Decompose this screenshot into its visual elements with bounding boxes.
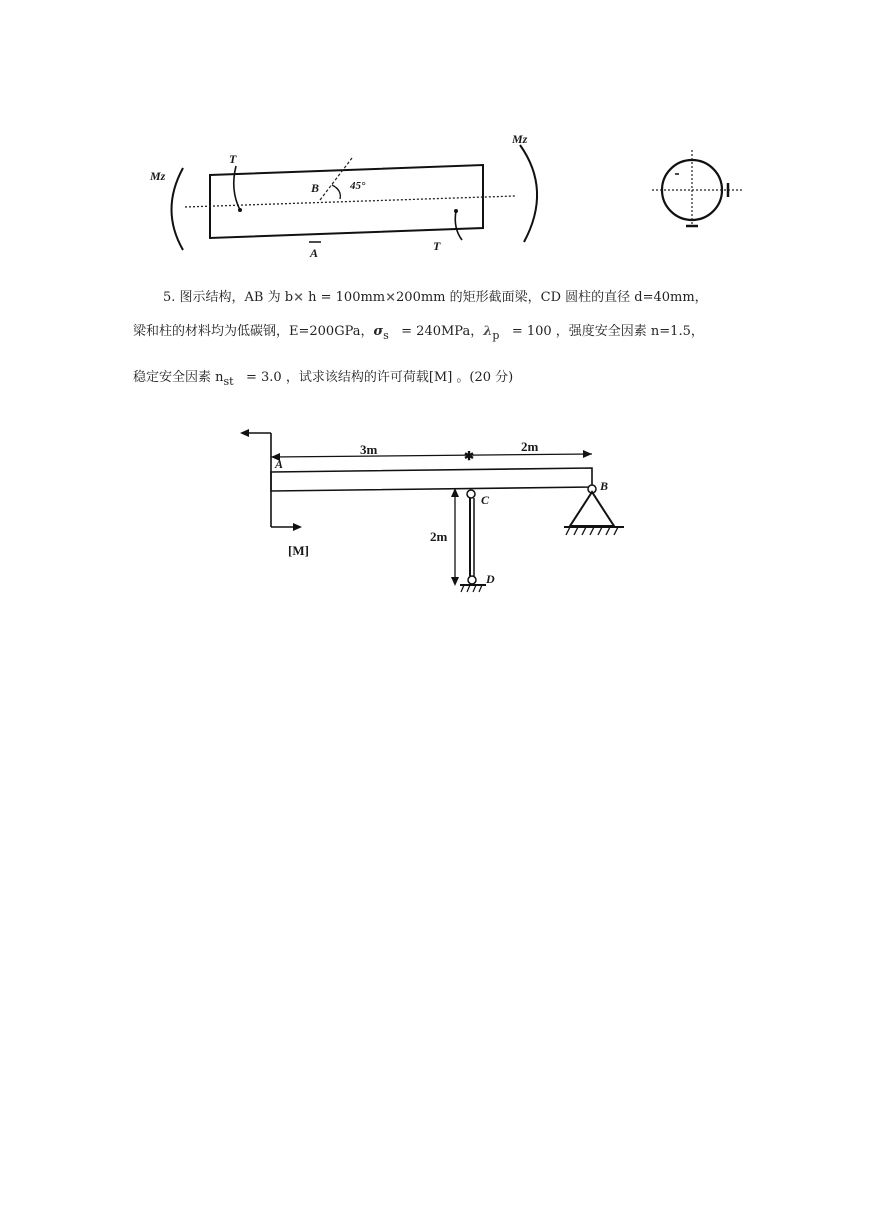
- problem-text-materials: 梁和柱的材料均为低碳钢，E=200GPa，: [133, 324, 374, 339]
- load-label: [M]: [288, 543, 309, 558]
- problem-text-post: 200mm 的矩形截面梁，CD 圆柱的直径 d=40mm，: [396, 290, 708, 305]
- pin-d: [468, 576, 476, 584]
- label-a: A: [275, 457, 284, 471]
- nst-subscript: st: [223, 375, 234, 388]
- problem-number: 5.: [163, 290, 176, 305]
- lambda-symbol: λ: [483, 324, 493, 339]
- lambda-value: = 100 ，强度安全因素 n=1.5，: [511, 324, 704, 339]
- dim-2m-side: 2m: [430, 529, 448, 544]
- moment-arrow-left: [240, 429, 249, 437]
- label-mz-right: Mz: [512, 132, 528, 146]
- label-mz-left: Mz: [150, 169, 166, 183]
- sigma-symbol: σ: [373, 324, 384, 339]
- problem-text-mid: h = 100mm: [303, 290, 386, 305]
- problem-text-stability: 稳定安全因素 n: [133, 370, 224, 385]
- dim-3m: 3m: [360, 442, 378, 457]
- label-d: D: [486, 572, 495, 586]
- label-c: C: [481, 493, 490, 507]
- problem-text-pre: 图示结构，AB 为 b: [179, 290, 294, 305]
- problem-text-question: = 3.0 ，试求该结构的许可荷载[M] 。(20 分): [246, 370, 514, 385]
- moment-arrow-right: [293, 523, 302, 531]
- sigma-value: = 240MPa，: [401, 324, 484, 339]
- sigma-subscript: s: [383, 329, 389, 342]
- svg-text:✱: ✱: [463, 449, 475, 463]
- angle-label: 45°: [350, 180, 366, 192]
- label-b: B: [311, 181, 320, 195]
- label-t-top: T: [229, 152, 237, 166]
- label-b: B: [600, 479, 609, 493]
- times-symbol: ×: [385, 290, 397, 305]
- label-t-bottom: T: [433, 239, 441, 253]
- label-a-section: A: [310, 246, 319, 260]
- beam-ab: [271, 468, 592, 491]
- dim-2m-top: 2m: [521, 439, 539, 454]
- times-symbol: ×: [293, 290, 304, 305]
- support-triangle-b: [570, 492, 614, 526]
- lambda-subscript: p: [492, 329, 500, 342]
- pin-c: [467, 490, 475, 498]
